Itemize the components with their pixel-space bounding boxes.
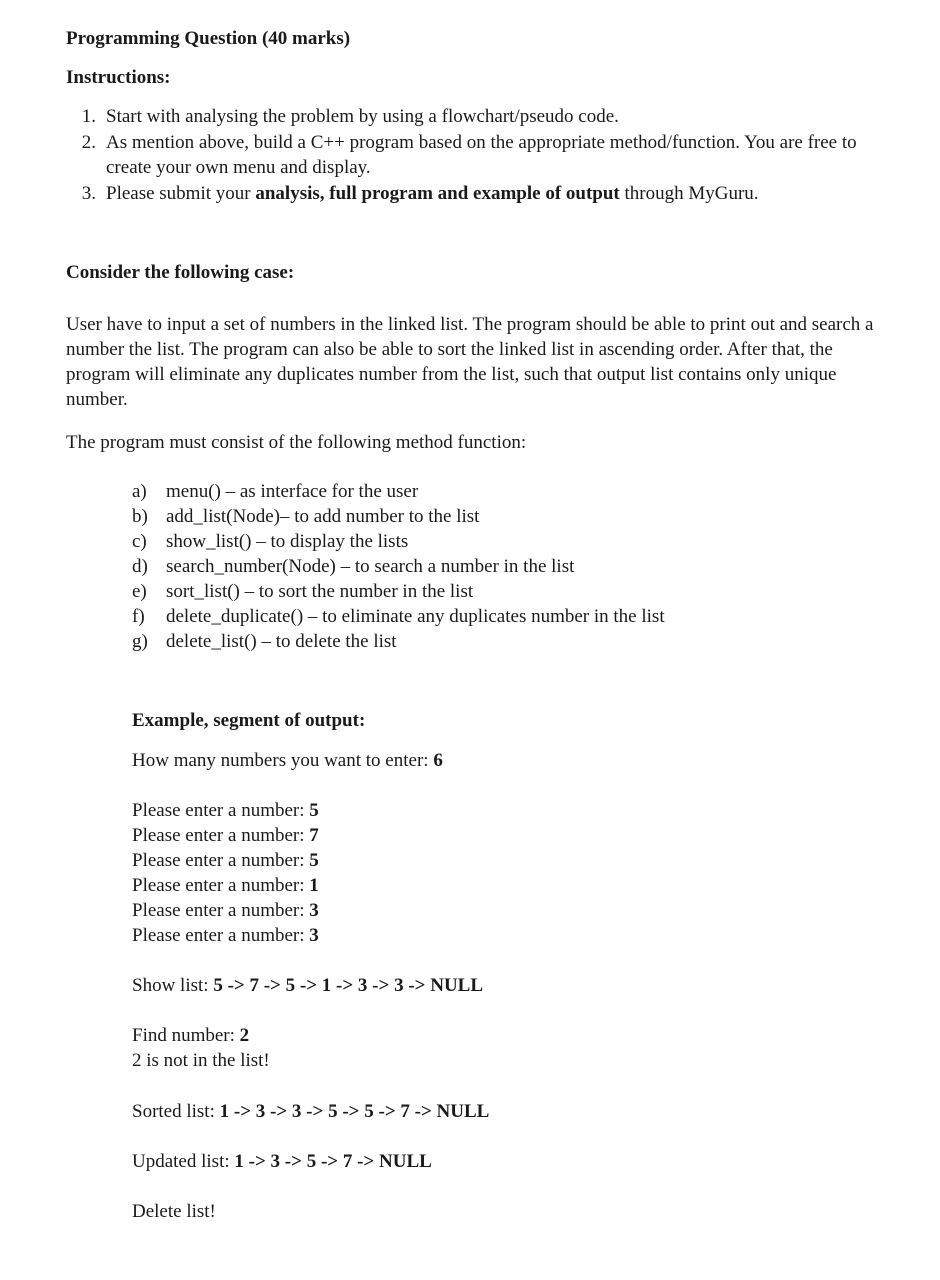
entry-value: 3 bbox=[309, 900, 319, 921]
find-label: Find number: bbox=[132, 1025, 240, 1046]
list-letter: e) bbox=[132, 581, 147, 602]
list-number: 3. bbox=[81, 183, 96, 204]
list-item-text bbox=[106, 181, 906, 206]
entry-value: 1 bbox=[309, 875, 319, 896]
list-letter: f) bbox=[132, 606, 145, 627]
entry-value: 3 bbox=[309, 925, 319, 946]
count-prompt: How many numbers you want to enter: bbox=[132, 750, 434, 771]
updated-list-label: Updated list: bbox=[132, 1151, 235, 1172]
function-text: show_list() – to display the lists bbox=[166, 531, 409, 552]
entry-line bbox=[132, 923, 319, 948]
entry-line bbox=[132, 898, 319, 923]
function-text: add_list(Node)– to add number to the list bbox=[166, 506, 480, 527]
list-letter: d) bbox=[132, 556, 148, 577]
entry-prompt: Please enter a number: bbox=[132, 850, 310, 871]
sorted-list-line bbox=[132, 1099, 489, 1124]
find-value: 2 bbox=[239, 1025, 250, 1046]
entry-line bbox=[132, 798, 319, 823]
list-number: 1. bbox=[81, 106, 96, 127]
entry-line bbox=[132, 823, 319, 848]
list-item-text: As mention above, build a C++ program based on the appropriate method/function. You are free to create your own menu and display. bbox=[106, 132, 857, 178]
example-heading: Example, segment of output: bbox=[132, 710, 366, 731]
list-letter: b) bbox=[132, 506, 148, 527]
entry-value: 5 bbox=[309, 800, 319, 821]
count-value: 6 bbox=[433, 750, 443, 771]
list-letter: a) bbox=[132, 481, 147, 502]
entry-line bbox=[132, 873, 319, 898]
entry-prompt: Please enter a number: bbox=[132, 900, 310, 921]
show-list-line bbox=[132, 973, 483, 998]
entry-prompt: Please enter a number: bbox=[132, 925, 310, 946]
text-run-bold: analysis, full program and example of output bbox=[255, 183, 620, 204]
entry-value: 5 bbox=[309, 850, 319, 871]
list-letter: g) bbox=[132, 631, 148, 652]
show-list-value: 5 -> 7 -> 5 -> 1 -> 3 -> 3 -> NULL bbox=[213, 975, 484, 996]
sorted-list-label: Sorted list: bbox=[132, 1101, 220, 1122]
function-text: sort_list() – to sort the number in the list bbox=[166, 581, 474, 602]
entry-line bbox=[132, 848, 319, 873]
delete-list-text: Delete list! bbox=[132, 1201, 216, 1222]
list-letter: c) bbox=[132, 531, 147, 552]
updated-list-line bbox=[132, 1149, 432, 1174]
function-text: menu() – as interface for the user bbox=[166, 481, 419, 502]
updated-list-value: 1 -> 3 -> 5 -> 7 -> NULL bbox=[234, 1151, 432, 1172]
function-text: delete_duplicate() – to eliminate any duplicates number in the list bbox=[166, 606, 665, 627]
count-line bbox=[132, 748, 443, 773]
list-item-text: Start with analysing the problem by using a flowchart/pseudo code. bbox=[106, 106, 619, 127]
sorted-list-value: 1 -> 3 -> 3 -> 5 -> 5 -> 7 -> NULL bbox=[219, 1101, 490, 1122]
page-title: Programming Question (40 marks) bbox=[66, 28, 351, 49]
text-run: Please submit your bbox=[106, 183, 256, 204]
functions-intro: The program must consist of the following method function: bbox=[66, 432, 527, 453]
show-list-label: Show list: bbox=[132, 975, 214, 996]
function-text: delete_list() – to delete the list bbox=[166, 631, 397, 652]
case-heading: Consider the following case: bbox=[66, 262, 295, 283]
entry-prompt: Please enter a number: bbox=[132, 825, 310, 846]
list-number: 2. bbox=[81, 132, 96, 153]
text-run: through MyGuru. bbox=[619, 183, 759, 204]
instructions-heading: Instructions: bbox=[66, 67, 171, 88]
function-text: search_number(Node) – to search a number in the list bbox=[166, 556, 575, 577]
case-description: User have to input a set of numbers in the linked list. The program should be able to print out and search a number the list. The program can also be able to sort the linked list in ascending order. After that, the program will eliminate any duplicates number from the list, such that output list contains only unique number. bbox=[66, 314, 874, 410]
entry-prompt: Please enter a number: bbox=[132, 800, 310, 821]
find-line bbox=[132, 1023, 249, 1048]
entry-value: 7 bbox=[309, 825, 319, 846]
find-result: 2 is not in the list! bbox=[132, 1050, 270, 1071]
entry-prompt: Please enter a number: bbox=[132, 875, 310, 896]
